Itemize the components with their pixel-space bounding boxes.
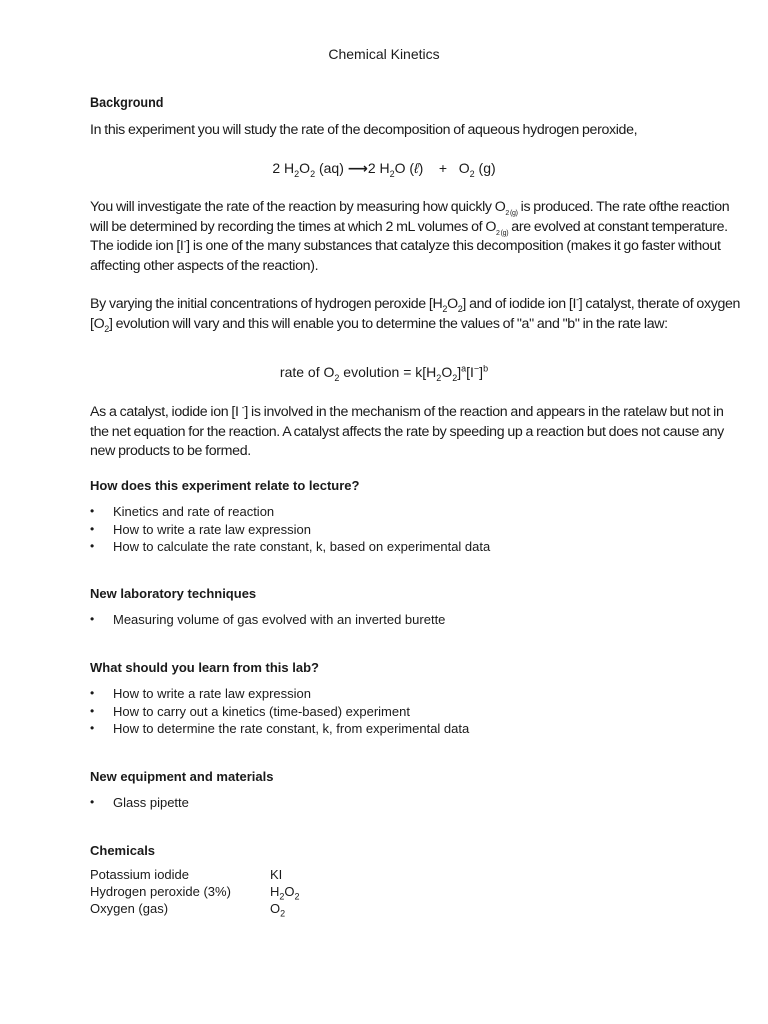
learn-list — [90, 685, 469, 738]
rate-law-equation: rate of $O_2$ evolution = $k[H_2O_2]^a[I^-]^b$ — [279, 363, 489, 383]
paragraph-measurement: You will investigate the rate of the reaction by measuring how quickly $O_{2 (g)}$ is produced. The rate ofthe reaction will be determined by recording the times at which 2 mL volumes of $O_{2 (g)}$ are evolved at constant temperature. The iodide ion [I-] is one of the many substances that catalyze this decomposition (makes it go faster without affecting other aspects of the reaction). — [90, 199, 730, 274]
background-heading: Background — [90, 94, 164, 110]
reaction-arrow: ⟶ — [347, 160, 368, 176]
section-heading-learn: What should you learn from this lab? — [90, 660, 319, 675]
intro-paragraph: In this experiment you will study the rate of the decomposition of aqueous hydrogen peroxide, — [90, 122, 638, 138]
paragraph-catalyst: As a catalyst, iodide ion [I -] is involved in the mechanism of the reaction and appears in the ratelaw but not in the net equation for the reaction. A catalyst affects the rate by speeding up a reaction but does not cause any new products to be formed. — [90, 402, 724, 459]
chemical-formula: $O_2$ — [270, 901, 286, 919]
document-title: Chemical Kinetics — [328, 46, 440, 62]
list-item: • How to carry out a kinetics (time-based) experiment — [90, 703, 469, 721]
section-heading-lecture: How does this experiment relate to lecture? — [90, 478, 360, 493]
list-item: • How to write a rate law expression — [90, 685, 469, 703]
chemical-formula: $H_2O_2$ — [270, 884, 300, 902]
chemicals-heading: Chemicals — [90, 843, 156, 858]
list-item: • Measuring volume of gas evolved with an inverted burette — [90, 611, 445, 629]
techniques-list — [90, 611, 445, 629]
chemicals-table — [90, 866, 300, 917]
list-item: • How to calculate the rate constant, k, based on experimental data — [90, 538, 490, 556]
list-item: • How to write a rate law expression — [90, 521, 490, 539]
chemical-row — [90, 900, 300, 917]
chemical-formula: KI — [270, 867, 283, 882]
chemical-name: Hydrogen peroxide (3%) — [90, 884, 231, 899]
section-heading-techniques: New laboratory techniques — [90, 586, 257, 601]
chemical-name: Potassium iodide — [90, 867, 189, 882]
chemical-row — [90, 883, 300, 900]
section-heading-equipment: New equipment and materials — [90, 769, 274, 784]
lecture-list — [90, 503, 490, 556]
reaction-equation: 2 $H_2O_2$ (aq) ⟶2 $H_2O$ (ℓ) + $O_2$ (g) — [272, 160, 496, 179]
chemical-name: Oxygen (gas) — [90, 901, 169, 916]
list-item: • Glass pipette — [90, 794, 189, 812]
list-item: • How to determine the rate constant, k, from experimental data — [90, 720, 469, 738]
equipment-list — [90, 794, 189, 812]
chemical-row — [90, 866, 300, 883]
list-item: • Kinetics and rate of reaction — [90, 503, 490, 521]
paragraph-concentrations: By varying the initial concentrations of hydrogen peroxide $[H_2O_2]$ and of iodide ion [I-] catalyst, therate of oxygen $[O_2]$ evolution will vary and this will enable you to determine the values of "a" and "b" in the rate law: — [90, 294, 741, 334]
